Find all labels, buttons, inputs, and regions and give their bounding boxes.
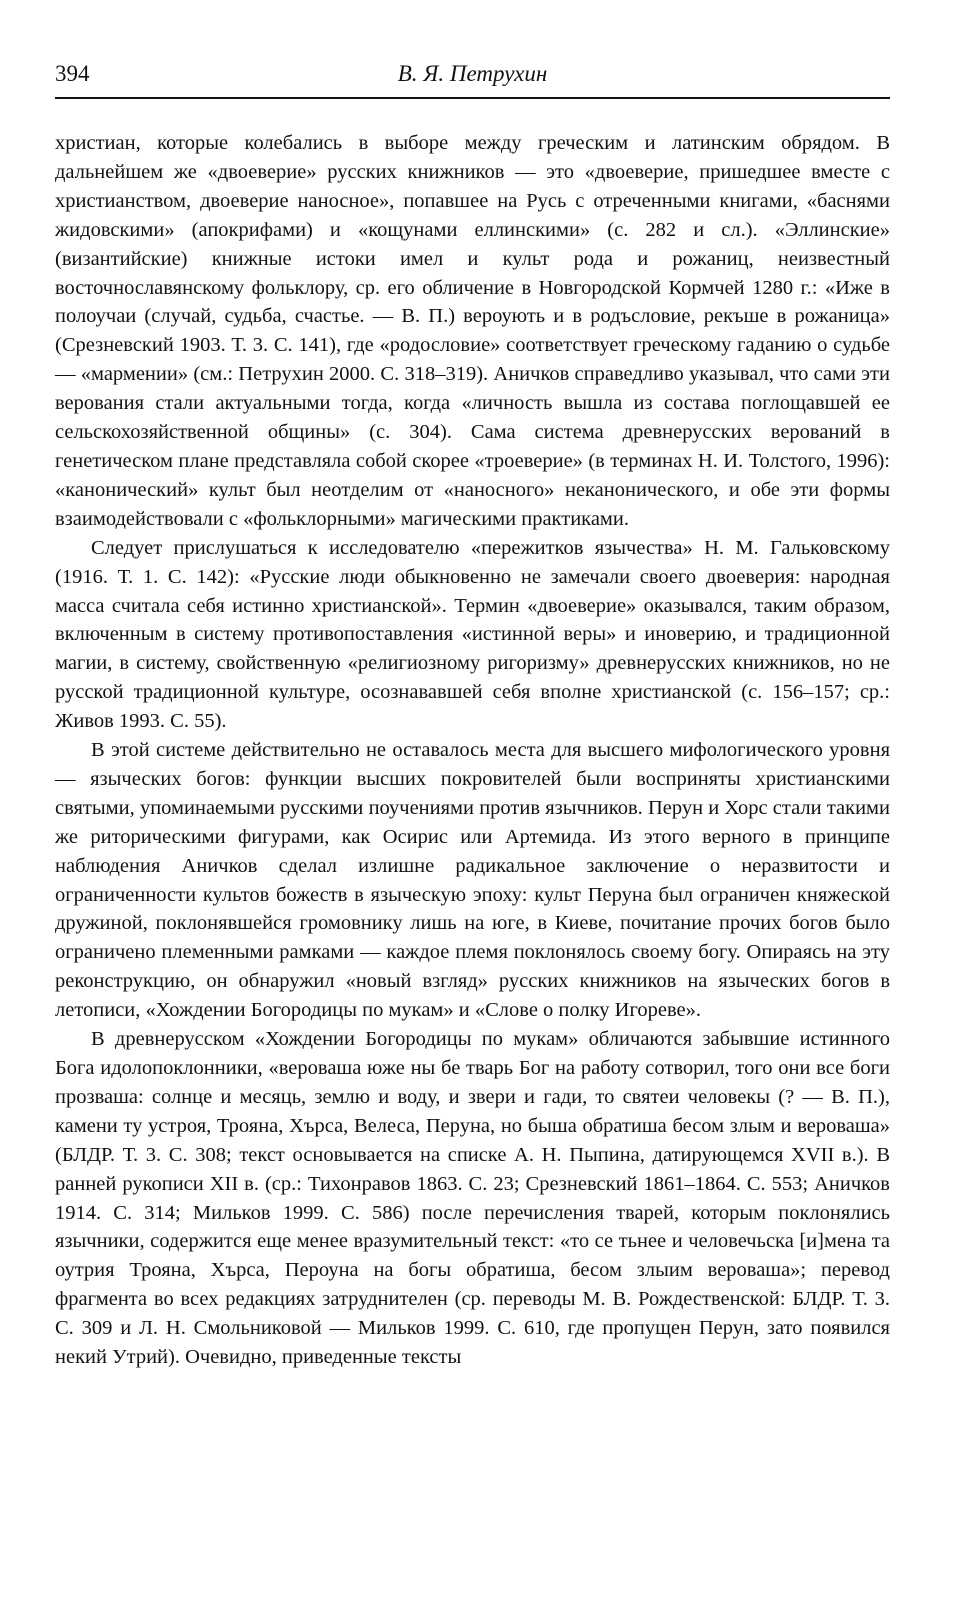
header-rule xyxy=(55,97,890,99)
paragraph: В древнерусском «Хождении Богородицы по мукам» обличаются забывшие истинного Бога идолопоклонники, «вероваша юже ны бе тварь Бог на работу сотворил, того они все боги прозваша: солнце и месяць, землю и воду, и звери и гади, то святеи человекы (? — В. П.), камени ту устроя, Трояна, Хърса, Велеса, Перуна, но быша обратиша бесом злым и вероваша» (БЛДР. Т. 3. С. 308; текст основывается на списке А. Н. Пыпина, датирующемся XVII в.). В ранней рукописи XII в. (ср.: Тихонравов 1863. С. 23; Срезневский 1861–1864. С. 553; Аничков 1914. С. 314; Мильков 1999. С. 586) после перечисления тварей, которым поклонялись язычники, содержится еще менее вразумительный текст: «то се тьнее и человечьска [и]мена та оутрия Трояна, Хърса, Пероуна на богы обратиша, бесом злыим вероваша»; перевод фрагмента во всех редакциях затруднителен (ср. переводы М. В. Рождественской: БЛДР. Т. 3. С. 309 и Л. Н. Смольниковой — Мильков 1999. С. 610, где пропущен Перун, зато появился некий Утрий). Очевидно, приведенные тексты xyxy=(55,1028,890,1369)
paragraph: Следует прислушаться к исследователю «пережитков язычества» Н. М. Гальковскому (1916. Т. 1. С. 142): «Русские люди обыкновенно не замечали своего двоеверия: народная масса считала себя истинно христианской». Термин «двоеверие» оказывался, таким образом, включенным в систему противопоставления «истинной веры» и иноверию, и традиционной магии, в систему, свойственную «религиозному ригоризму» древнерусских книжников, но не русской традиционной культуре, осознававшей себя вполне христианской (с. 156–157; ср.: Живов 1993. С. 55). xyxy=(55,536,890,733)
paragraph: В этой системе действительно не оставалось места для высшего мифологического уровня — языческих богов: функции высших покровителей были восприняты христианскими святыми, упоминаемыми русскими поучениями против язычников. Перун и Хорс стали такими же риторическими фигурами, как Осирис или Артемида. Из этого верного в принципе наблюдения Аничков сделал излишне радикальное заключение о неразвитости и ограниченности культов божеств в языческую эпоху: культ Перуна был ограничен княжеской дружиной, поклонявшейся громовнику лишь на юге, в Киеве, почитание прочих богов было ограничено племенными рамками — каждое племя поклонялось своему богу. Опираясь на эту реконструкцию, он обнаружил «новый взгляд» русских книжников на языческих богов в летописи, «Хождении Богородицы по мукам» и «Слове о полку Игореве». xyxy=(55,739,890,1022)
page-number: 394 xyxy=(55,61,90,86)
paragraph: христиан, которые колебались в выборе между греческим и латинским обрядом. В дальнейшем же «двоеверие» русских книжников — это «двоеверие, пришедшее вместе с христианством, двоеверие наносное», попавшее на Русь с отреченными книгами, «баснями жидовскими» (апокрифами) и «кощунами еллинскими» (с. 282 и сл.). «Эллинские» (византийские) книжные истоки имел и культ рода и рожаниц, неизвестный восточнославянскому фольклору, ср. его обличение в Новгородской Кормчей 1280 г.: «Иже в полоучаи (случай, судьба, счастье. — В. П.) вероують и в родъсловие, рекъше в рожаница» (Срезневский 1903. Т. 3. С. 141), где «родословие» соответствует греческому гаданию о судьбе — «мармении» (см.: Петрухин 2000. С. 318–319). Аничков справедливо указывал, что сами эти верования стали актуальными тогда, когда «личность вышла из состава поглощавшей ее сельскохозяйственной общины» (с. 304). Сама система древнерусских верований в генетическом плане представляла собой скорее «троеверие» (в терминах Н. И. Толстого, 1996): «канонический» культ был неотделим от «наносного» неканонического, и обе эти формы взаимодействовали с «фольклорными» магическими практиками. xyxy=(55,132,890,530)
running-head xyxy=(55,58,890,98)
body-text xyxy=(55,129,890,1372)
running-title-author: В. Я. Петрухин xyxy=(397,61,548,86)
